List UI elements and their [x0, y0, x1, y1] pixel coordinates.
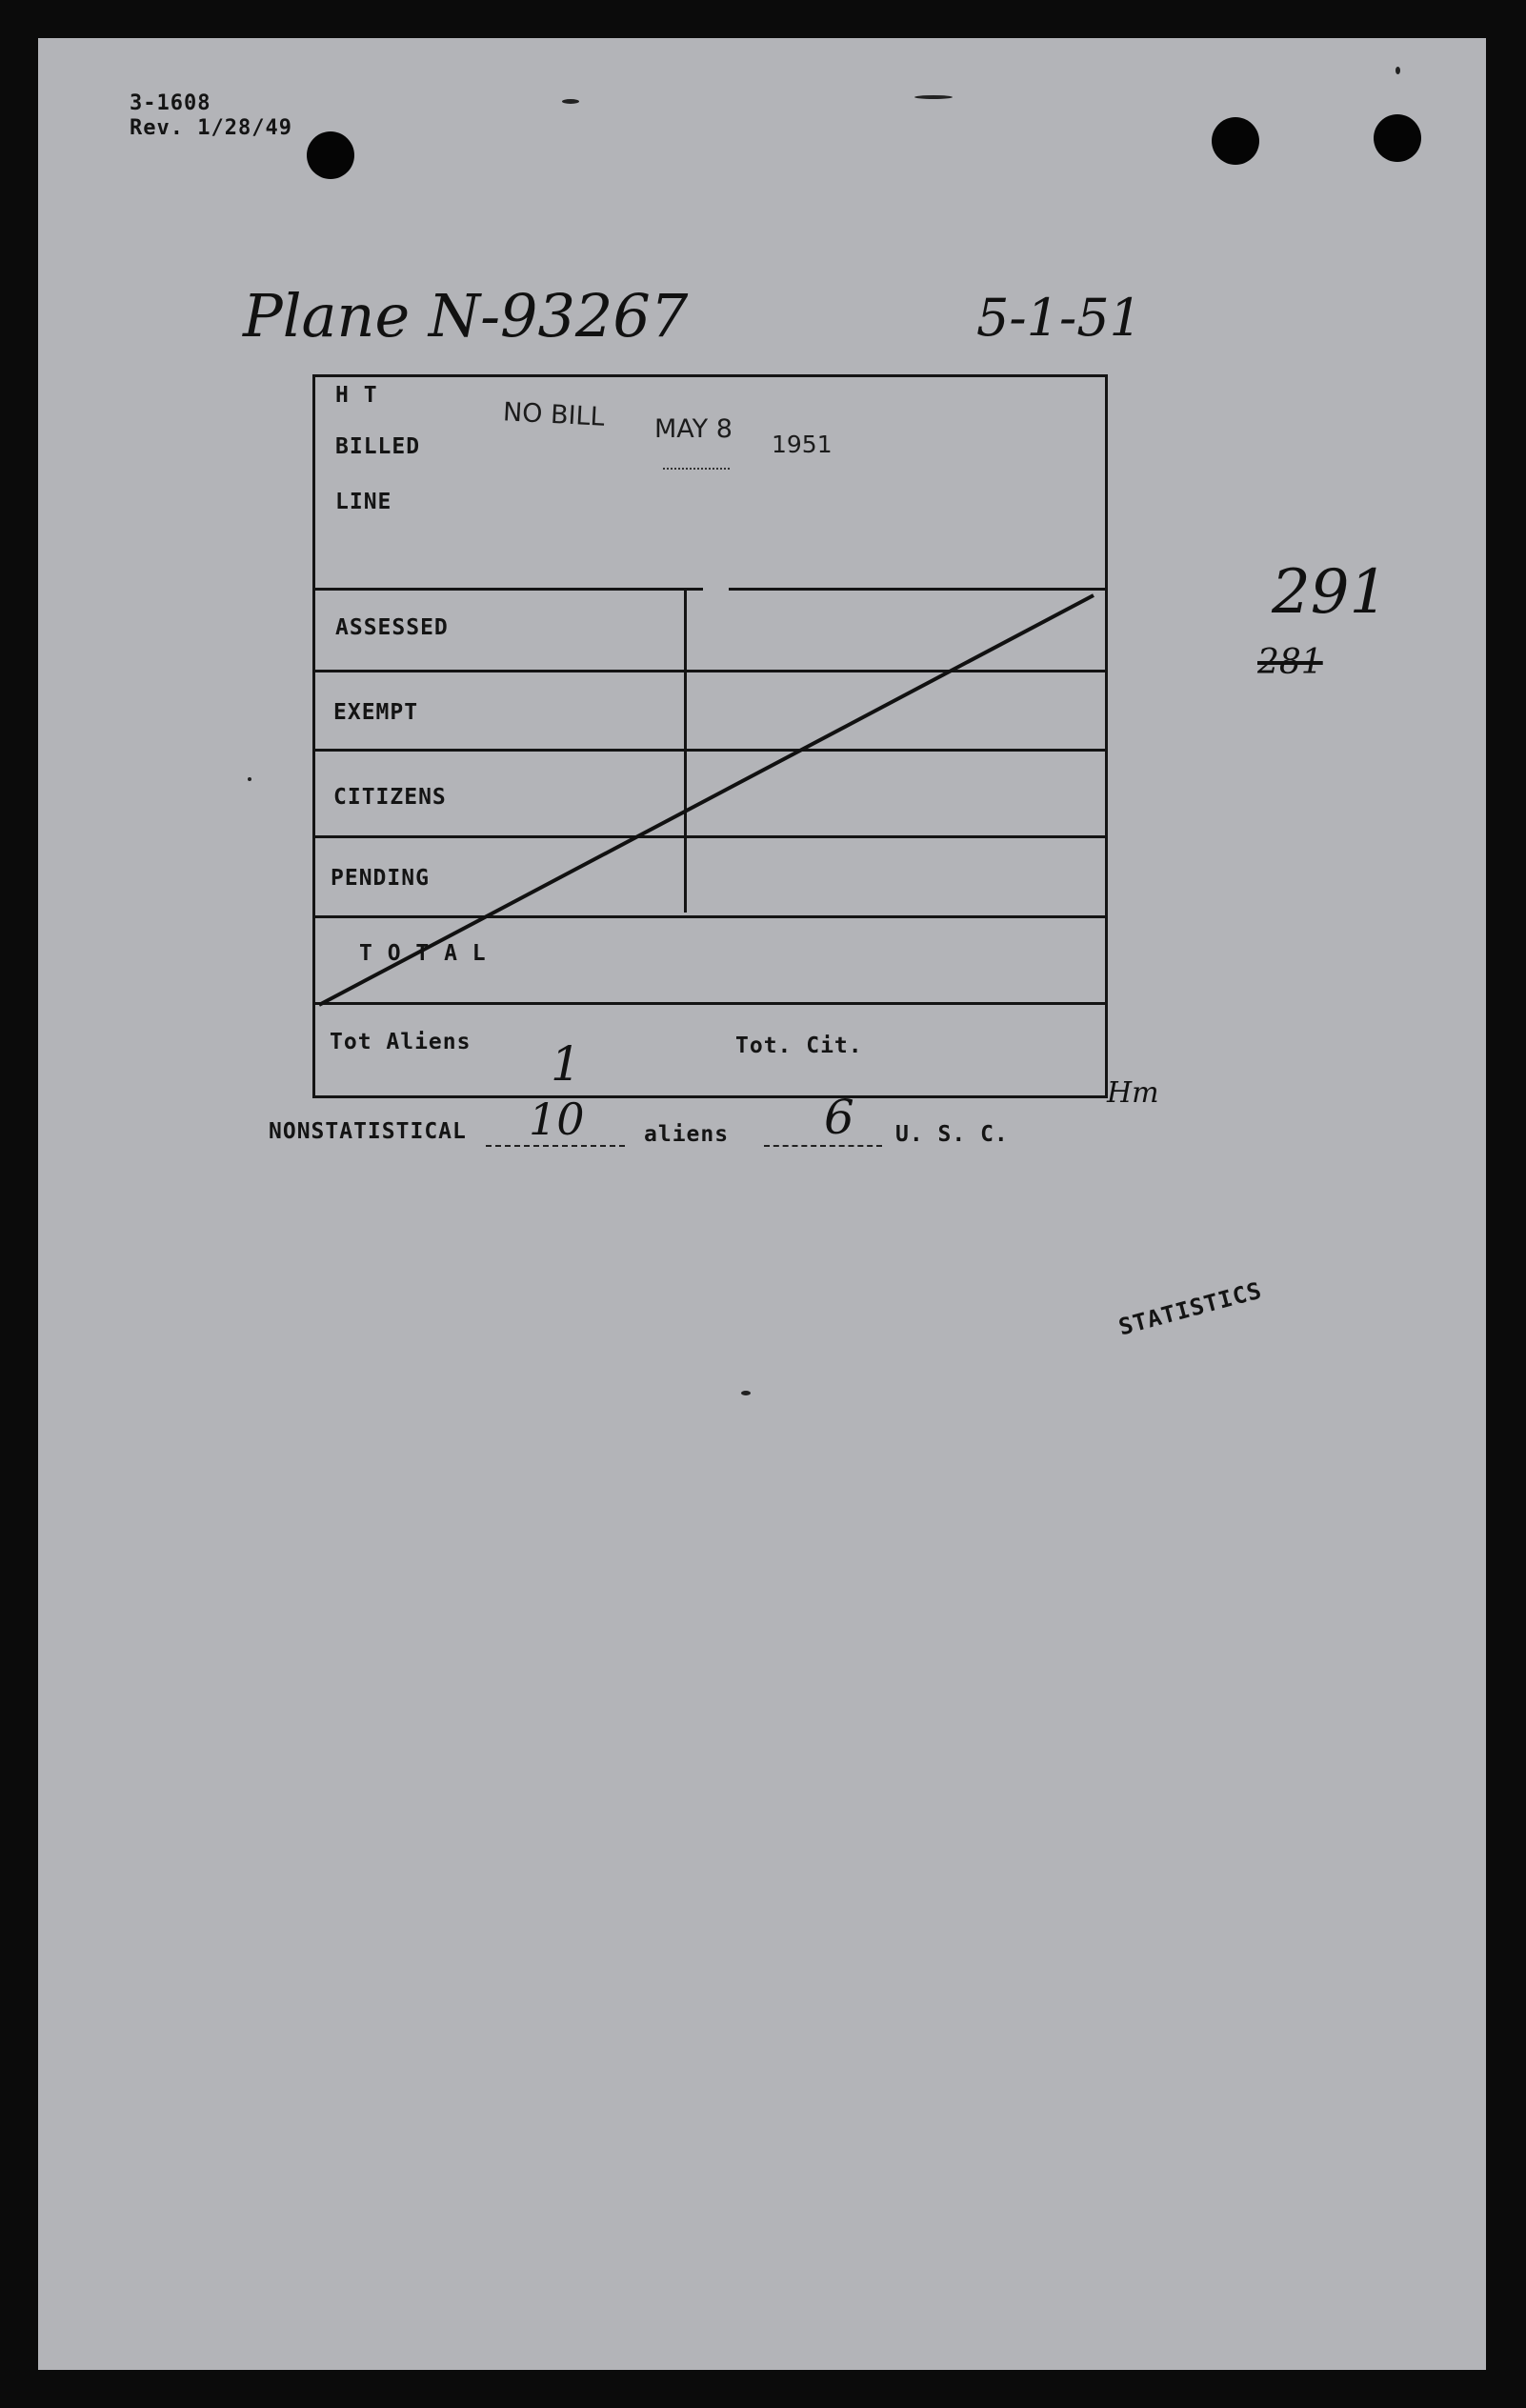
margin-number: 291 — [1272, 557, 1389, 628]
row-label-citizens: CITIZENS — [333, 785, 447, 810]
form-revision: Rev. 1/28/49 — [130, 116, 292, 140]
date-stamp-year: 1951 — [772, 431, 833, 458]
row-label-assessed: ASSESSED — [335, 615, 449, 640]
speck — [1395, 67, 1400, 74]
speck — [914, 95, 953, 99]
row-label-pending: PENDING — [331, 866, 430, 891]
row-label-exempt: EXEMPT — [333, 700, 419, 725]
speck — [562, 99, 579, 104]
nonstat-usc-value: 6 — [824, 1090, 854, 1145]
initials: Hm — [1107, 1076, 1159, 1110]
form-number: 3-1608 — [130, 91, 211, 115]
aliens-label: aliens — [644, 1122, 730, 1147]
line-label: LINE — [335, 490, 392, 514]
date-stamp-month-day: MAY 8 — [654, 414, 733, 444]
total-label: T O T A L — [359, 941, 487, 966]
struck-margin-number: 281 — [1257, 643, 1323, 682]
cancel-line-stroke — [319, 595, 1094, 1005]
no-bill-stamp: NO BILL — [502, 397, 606, 432]
tot-cit-label: Tot. Cit. — [735, 1033, 863, 1058]
plane-number: Plane N-93267 — [243, 281, 689, 351]
aliens-underline — [486, 1145, 625, 1147]
statistics-stamp: STATISTICS — [1115, 1276, 1265, 1341]
nonstatistical-label: NONSTATISTICAL — [269, 1119, 467, 1144]
cancel-diagonal-line — [38, 38, 1486, 1181]
ht-label: H T — [335, 383, 378, 408]
document-date: 5-1-51 — [976, 288, 1142, 348]
tot-aliens-label: Tot Aliens — [330, 1030, 472, 1054]
nonstat-aliens-value: 10 — [529, 1094, 585, 1145]
speck — [741, 1391, 751, 1395]
usc-label: U. S. C. — [895, 1122, 1009, 1147]
billed-label: BILLED — [335, 434, 421, 459]
tot-aliens-value: 1 — [551, 1036, 581, 1092]
document-page — [38, 38, 1486, 2370]
usc-underline — [764, 1145, 882, 1147]
speck — [248, 777, 251, 781]
